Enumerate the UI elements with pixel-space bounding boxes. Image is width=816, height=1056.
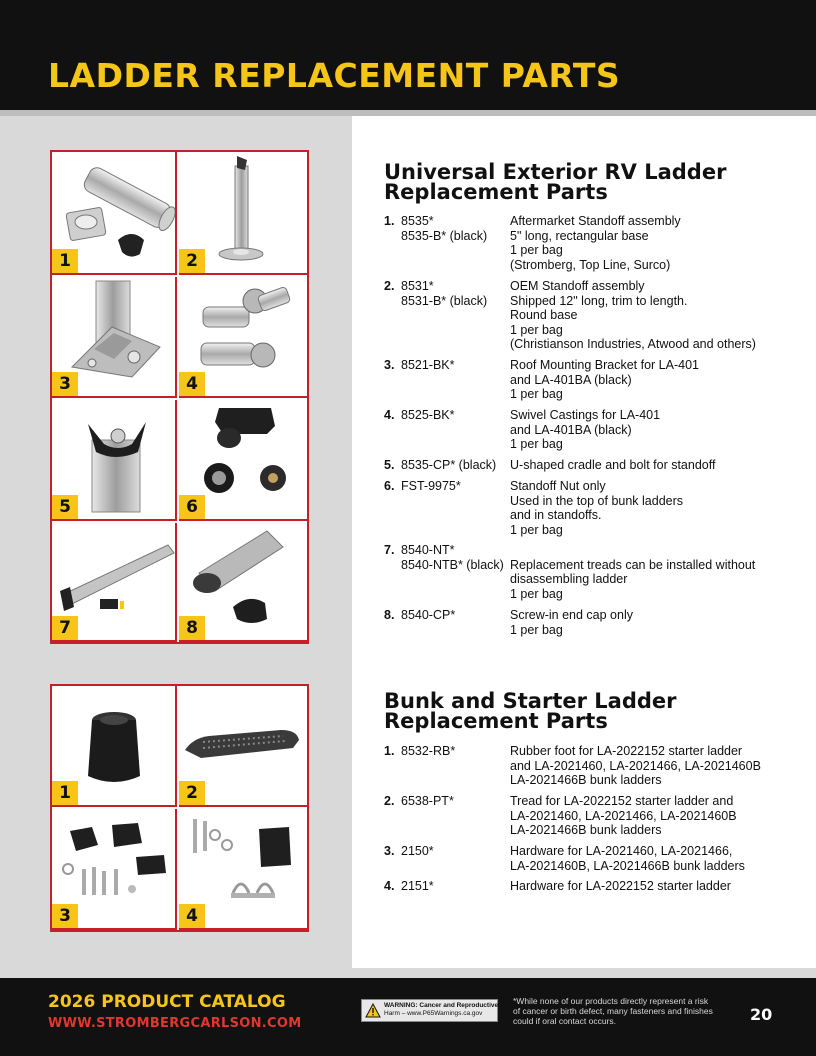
part-code: 8540-NT*	[401, 543, 455, 557]
part-code: 8540-CP*	[401, 608, 456, 622]
part-description: (Stromberg, Top Line, Surco)	[510, 257, 671, 272]
image-number-badge: 3	[52, 372, 78, 396]
part-code: 8535-CP* (black)	[401, 458, 497, 472]
part-number-index: 5.	[384, 458, 395, 472]
part-number-index: 1.	[384, 744, 395, 758]
part-image-4	[179, 277, 307, 398]
part-image-6	[179, 400, 307, 521]
part-description: LA-2021460, LA-2021466, LA-2021460B	[510, 808, 737, 823]
part-description: 1 per bag	[510, 243, 563, 258]
footer-divider	[0, 968, 816, 978]
part-entry	[384, 358, 784, 402]
section-title-line: Universal Exterior RV Ladder	[384, 160, 727, 184]
image-number-badge: 4	[179, 904, 205, 928]
part-description: U-shaped cradle and bolt for standoff	[510, 458, 716, 472]
part-image-7	[52, 523, 177, 642]
part-description: Hardware for LA-2022152 starter ladder	[510, 879, 731, 893]
part-number-index: 6.	[384, 479, 395, 493]
part-entry	[384, 744, 784, 788]
warning-line: Harm – www.P65Warnings.ca.gov	[384, 1010, 483, 1017]
part-description: Tread for LA-2022152 starter ladder and	[510, 794, 734, 808]
part-description: LA-2021466B bunk ladders	[510, 823, 662, 838]
part-code: 8525-BK*	[401, 408, 455, 422]
bunk-parts-image-grid	[50, 684, 309, 932]
image-number-badge: 3	[52, 904, 78, 928]
page-number: 20	[750, 1005, 773, 1024]
prop65-warning	[361, 999, 498, 1022]
part-entry	[384, 608, 784, 638]
part-description: Swivel Castings for LA-401	[510, 408, 661, 422]
part-description: and LA-401BA (black)	[510, 422, 632, 437]
part-image-3	[52, 809, 177, 930]
part-number-index: 8.	[384, 608, 395, 622]
part-image-5	[52, 400, 177, 521]
part-image-1	[52, 152, 177, 275]
part-number-index: 7.	[384, 543, 395, 557]
part-number-index: 1.	[384, 214, 395, 228]
image-number-badge: 2	[179, 781, 205, 805]
warning-triangle-icon	[365, 1003, 381, 1018]
part-code: FST-9975*	[401, 479, 461, 493]
part-description: 1 per bag	[510, 522, 563, 537]
image-number-badge: 7	[52, 616, 78, 640]
part-code: 8535*	[401, 214, 434, 228]
part-entry	[384, 794, 784, 838]
part-image-2	[179, 152, 307, 275]
section-title-bunk	[384, 691, 677, 731]
part-entry	[384, 844, 784, 874]
part-code: 2150*	[401, 844, 434, 858]
section-title-line: Replacement Parts	[384, 180, 608, 204]
image-number-badge: 5	[52, 495, 78, 519]
part-description: OEM Standoff assembly	[510, 279, 645, 293]
section-title-line: Bunk and Starter Ladder	[384, 689, 677, 713]
part-description: Standoff Nut only	[510, 479, 606, 493]
part-image-2	[179, 686, 307, 807]
part-code: 8531-B* (black)	[401, 293, 488, 308]
part-description: LA-2021466B bunk ladders	[510, 773, 662, 788]
part-description: 1 per bag	[510, 622, 563, 637]
part-code: 8531*	[401, 279, 434, 293]
part-description: (Christianson Industries, Atwood and others)	[510, 337, 756, 352]
warning-line: WARNING: Cancer and Reproductive	[384, 1002, 499, 1009]
part-entry	[384, 879, 784, 894]
part-description: and LA-2021460, LA-2021466, LA-2021460B	[510, 758, 761, 773]
part-code: 2151*	[401, 879, 434, 893]
part-description: Aftermarket Standoff assembly	[510, 214, 681, 228]
part-code: 8532-RB*	[401, 744, 456, 758]
part-code: 8540-NTB* (black)	[401, 557, 504, 572]
part-code: 8535-B* (black)	[401, 228, 488, 243]
part-entry	[384, 214, 784, 274]
disclaimer-text: *While none of our products directly represent a risk of cancer or birth defect, many fasteners and finishes could if oral contact occurs.	[513, 996, 713, 1026]
section-title-line: Replacement Parts	[384, 709, 608, 733]
part-description: and in standoffs.	[510, 508, 602, 523]
universal-parts-image-grid	[50, 150, 309, 644]
part-description: 1 per bag	[510, 387, 563, 402]
part-description: 5" long, rectangular base	[510, 228, 649, 243]
warning-text	[384, 1002, 498, 1018]
part-description: LA-2021460B, LA-2021466B bunk ladders	[510, 858, 745, 873]
part-number-index: 2.	[384, 794, 395, 808]
part-image-1	[52, 686, 177, 807]
website-link[interactable]: WWW.STROMBERGCARLSON.COM	[48, 1016, 302, 1031]
part-description: 1 per bag	[510, 322, 563, 337]
part-description: Used in the top of bunk ladders	[510, 493, 684, 508]
image-number-badge: 4	[179, 372, 205, 396]
image-number-badge: 1	[52, 781, 78, 805]
part-description: 1 per bag	[510, 586, 563, 601]
part-description: Screw-in end cap only	[510, 608, 633, 622]
part-code: 8521-BK*	[401, 358, 455, 372]
part-entry	[384, 479, 784, 537]
part-number-index: 3.	[384, 358, 395, 372]
part-entry	[384, 408, 784, 452]
part-description: disassembling ladder	[510, 572, 628, 587]
part-description: Roof Mounting Bracket for LA-401	[510, 358, 699, 372]
part-description	[510, 543, 780, 558]
part-description: 1 per bag	[510, 437, 563, 452]
part-description: Hardware for LA-2021460, LA-2021466,	[510, 844, 733, 858]
part-description: Round base	[510, 308, 578, 323]
part-entry	[384, 458, 784, 473]
part-number-index: 3.	[384, 844, 395, 858]
part-description: Replacement treads can be installed without	[510, 557, 756, 572]
part-description: and LA-401BA (black)	[510, 372, 632, 387]
image-number-badge: 8	[179, 616, 205, 640]
part-entry	[384, 543, 784, 601]
part-image-8	[179, 523, 307, 642]
catalog-title: 2026 PRODUCT CATALOG	[48, 992, 286, 1012]
image-number-badge: 6	[179, 495, 205, 519]
part-description: Rubber foot for LA-2022152 starter ladder	[510, 744, 743, 758]
part-number-index: 2.	[384, 279, 395, 293]
part-image-4	[179, 809, 307, 930]
section-title-universal	[384, 162, 726, 202]
part-code: 6538-PT*	[401, 794, 454, 808]
part-number-index: 4.	[384, 879, 395, 893]
part-entry	[384, 279, 784, 353]
page-title: LADDER REPLACEMENT PARTS	[48, 56, 621, 95]
part-image-3	[52, 277, 177, 398]
part-number-index: 4.	[384, 408, 395, 422]
part-description: Shipped 12" long, trim to length.	[510, 293, 688, 308]
image-number-badge: 1	[52, 249, 78, 273]
image-number-badge: 2	[179, 249, 205, 273]
